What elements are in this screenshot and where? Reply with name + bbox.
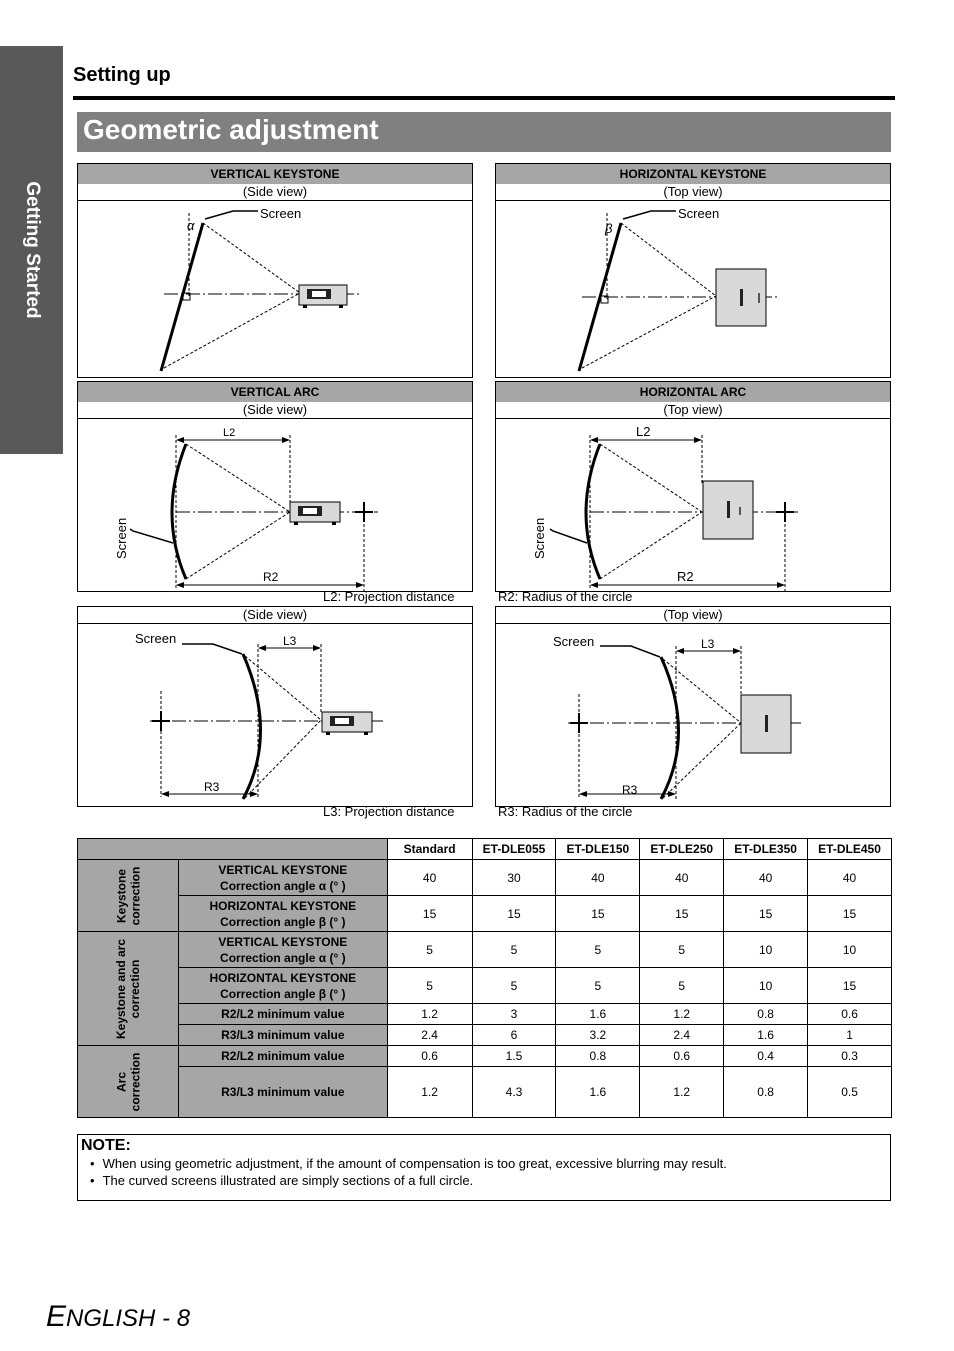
table-cell: 30 bbox=[472, 860, 556, 896]
column-header: ET-DLE450 bbox=[808, 839, 892, 860]
r2-label: R2 bbox=[677, 569, 694, 584]
panel-header: VERTICAL KEYSTONE bbox=[78, 164, 472, 184]
column-header: ET-DLE350 bbox=[724, 839, 808, 860]
row-label: R3/L3 minimum value bbox=[179, 1025, 388, 1046]
horizontal-curved-diagram bbox=[496, 624, 890, 806]
projector-side bbox=[322, 712, 372, 735]
caption-r2: R2: Radius of the circle bbox=[498, 589, 633, 604]
beta-label: β bbox=[605, 221, 613, 236]
table-cell: 2.4 bbox=[387, 1025, 472, 1046]
screen-label: Screen bbox=[114, 517, 129, 559]
caption-l2: L2: Projection distance bbox=[323, 589, 455, 604]
table-cell: 5 bbox=[556, 932, 640, 968]
table-cell: 5 bbox=[640, 968, 724, 1004]
table-cell: 0.6 bbox=[640, 1046, 724, 1067]
l3-label: L3 bbox=[283, 634, 297, 648]
table-corner bbox=[78, 839, 388, 860]
panel-horizontal-keystone bbox=[495, 163, 891, 378]
row-label: HORIZONTAL KEYSTONE Correction angle β (° ) bbox=[179, 968, 388, 1004]
table-cell: 1 bbox=[808, 1025, 892, 1046]
table-cell: 0.5 bbox=[808, 1067, 892, 1118]
table-cell: 3.2 bbox=[556, 1025, 640, 1046]
table-cell: 2.4 bbox=[640, 1025, 724, 1046]
screen-label: Screen bbox=[260, 206, 302, 221]
l3-label: L3 bbox=[701, 637, 715, 651]
table-cell: 5 bbox=[472, 968, 556, 1004]
section-title: Setting up bbox=[73, 64, 171, 86]
l2-label: L2 bbox=[636, 424, 651, 439]
table-cell: 1.6 bbox=[724, 1025, 808, 1046]
alpha-label: α bbox=[187, 218, 195, 233]
side-tab bbox=[0, 46, 63, 454]
table-cell: 40 bbox=[387, 860, 472, 896]
panel-view: (Side view) bbox=[78, 184, 472, 201]
panel-vertical-curved bbox=[77, 606, 473, 807]
table-cell: 15 bbox=[724, 896, 808, 932]
table-cell: 0.8 bbox=[724, 1004, 808, 1025]
caption-l3: L3: Projection distance bbox=[323, 804, 455, 819]
r2-label: R2 bbox=[263, 570, 279, 584]
table-cell: 40 bbox=[724, 860, 808, 896]
l2-label: L2 bbox=[223, 427, 236, 439]
vertical-keystone-diagram bbox=[78, 201, 472, 377]
table-cell: 40 bbox=[808, 860, 892, 896]
spec-table bbox=[77, 838, 892, 1118]
table-cell: 1.5 bbox=[472, 1046, 556, 1067]
r3-label: R3 bbox=[622, 783, 638, 797]
table-cell: 1.2 bbox=[640, 1004, 724, 1025]
table-cell: 1.2 bbox=[387, 1004, 472, 1025]
row-label: R2/L2 minimum value bbox=[179, 1004, 388, 1025]
panel-vertical-keystone bbox=[77, 163, 473, 378]
footer-text: NGLISH - 8 bbox=[66, 1305, 191, 1332]
panel-view: (Side view) bbox=[78, 607, 472, 624]
table-cell: 15 bbox=[472, 896, 556, 932]
note-box bbox=[77, 1134, 891, 1201]
table-cell: 1.2 bbox=[640, 1067, 724, 1118]
page-footer bbox=[46, 1300, 190, 1334]
vertical-arc-diagram bbox=[78, 419, 472, 591]
table-cell: 1.2 bbox=[387, 1067, 472, 1118]
horizontal-keystone-diagram bbox=[496, 201, 890, 377]
column-header: ET-DLE055 bbox=[472, 839, 556, 860]
projector-side bbox=[299, 285, 347, 308]
table-cell: 0.4 bbox=[724, 1046, 808, 1067]
table-row bbox=[78, 1046, 892, 1067]
table-row bbox=[78, 860, 892, 896]
panel-view: (Top view) bbox=[496, 607, 890, 624]
column-header: ET-DLE250 bbox=[640, 839, 724, 860]
projector-side bbox=[290, 502, 340, 525]
table-row bbox=[78, 1004, 892, 1025]
table-header-row bbox=[78, 839, 892, 860]
table-cell: 0.8 bbox=[724, 1067, 808, 1118]
note-list bbox=[104, 1155, 890, 1189]
row-label: R2/L2 minimum value bbox=[179, 1046, 388, 1067]
panel-view: (Side view) bbox=[78, 402, 472, 419]
column-header: Standard bbox=[387, 839, 472, 860]
table-cell: 4.3 bbox=[472, 1067, 556, 1118]
column-header: ET-DLE150 bbox=[556, 839, 640, 860]
row-label: R3/L3 minimum value bbox=[179, 1067, 388, 1118]
table-cell: 0.6 bbox=[808, 1004, 892, 1025]
screen-label: Screen bbox=[135, 631, 177, 646]
note-title: NOTE: bbox=[81, 1137, 131, 1154]
table-cell: 5 bbox=[387, 932, 472, 968]
screen-label: Screen bbox=[678, 206, 720, 221]
table-row bbox=[78, 968, 892, 1004]
page-title: Geometric adjustment bbox=[77, 112, 891, 152]
table-cell: 15 bbox=[640, 896, 724, 932]
projector-top bbox=[741, 695, 791, 753]
table-cell: 15 bbox=[556, 896, 640, 932]
group-label: Keystone and arc correction bbox=[78, 932, 179, 1046]
table-cell: 1.6 bbox=[556, 1004, 640, 1025]
table-cell: 1.6 bbox=[556, 1067, 640, 1118]
table-cell: 15 bbox=[387, 896, 472, 932]
table-row bbox=[78, 1025, 892, 1046]
table-cell: 15 bbox=[808, 968, 892, 1004]
row-label: VERTICAL KEYSTONE Correction angle α (° ) bbox=[179, 860, 388, 896]
section-rule bbox=[73, 96, 895, 100]
group-label: Arc correction bbox=[78, 1046, 179, 1118]
note-item: • The curved screens illustrated are simply sections of a full circle. bbox=[104, 1172, 890, 1189]
screen-label: Screen bbox=[553, 634, 595, 649]
table-cell: 5 bbox=[640, 932, 724, 968]
table-cell: 5 bbox=[472, 932, 556, 968]
panel-header: HORIZONTAL ARC bbox=[496, 382, 890, 402]
screen-label: Screen bbox=[532, 517, 547, 559]
projector-top bbox=[716, 269, 766, 326]
panel-header: VERTICAL ARC bbox=[78, 382, 472, 402]
table-cell: 5 bbox=[387, 968, 472, 1004]
vertical-curved-diagram bbox=[78, 624, 472, 806]
note-item: • When using geometric adjustment, if the amount of compensation is too great, excessive blurring may result. bbox=[104, 1155, 890, 1172]
r3-label: R3 bbox=[204, 780, 220, 794]
footer-initial: E bbox=[46, 1300, 67, 1333]
horizontal-arc-diagram bbox=[496, 419, 890, 591]
table-cell: 6 bbox=[472, 1025, 556, 1046]
panel-header: HORIZONTAL KEYSTONE bbox=[496, 164, 890, 184]
caption-r3: R3: Radius of the circle bbox=[498, 804, 633, 819]
table-row bbox=[78, 932, 892, 968]
table-cell: 40 bbox=[640, 860, 724, 896]
group-label: Keystone correction bbox=[78, 860, 179, 932]
projector-top bbox=[703, 481, 753, 539]
table-cell: 0.8 bbox=[556, 1046, 640, 1067]
table-cell: 40 bbox=[556, 860, 640, 896]
panel-horizontal-curved bbox=[495, 606, 891, 807]
side-tab-label: Getting Started bbox=[21, 181, 43, 319]
table-cell: 10 bbox=[808, 932, 892, 968]
table-row bbox=[78, 896, 892, 932]
table-cell: 0.6 bbox=[387, 1046, 472, 1067]
table-cell: 3 bbox=[472, 1004, 556, 1025]
row-label: HORIZONTAL KEYSTONE Correction angle β (° ) bbox=[179, 896, 388, 932]
table-cell: 10 bbox=[724, 932, 808, 968]
table-cell: 10 bbox=[724, 968, 808, 1004]
table-cell: 0.3 bbox=[808, 1046, 892, 1067]
panel-horizontal-arc bbox=[495, 381, 891, 592]
panel-vertical-arc bbox=[77, 381, 473, 592]
table-row bbox=[78, 1067, 892, 1118]
panel-view: (Top view) bbox=[496, 402, 890, 419]
table-cell: 5 bbox=[556, 968, 640, 1004]
row-label: VERTICAL KEYSTONE Correction angle α (° ) bbox=[179, 932, 388, 968]
table-cell: 15 bbox=[808, 896, 892, 932]
panel-view: (Top view) bbox=[496, 184, 890, 201]
